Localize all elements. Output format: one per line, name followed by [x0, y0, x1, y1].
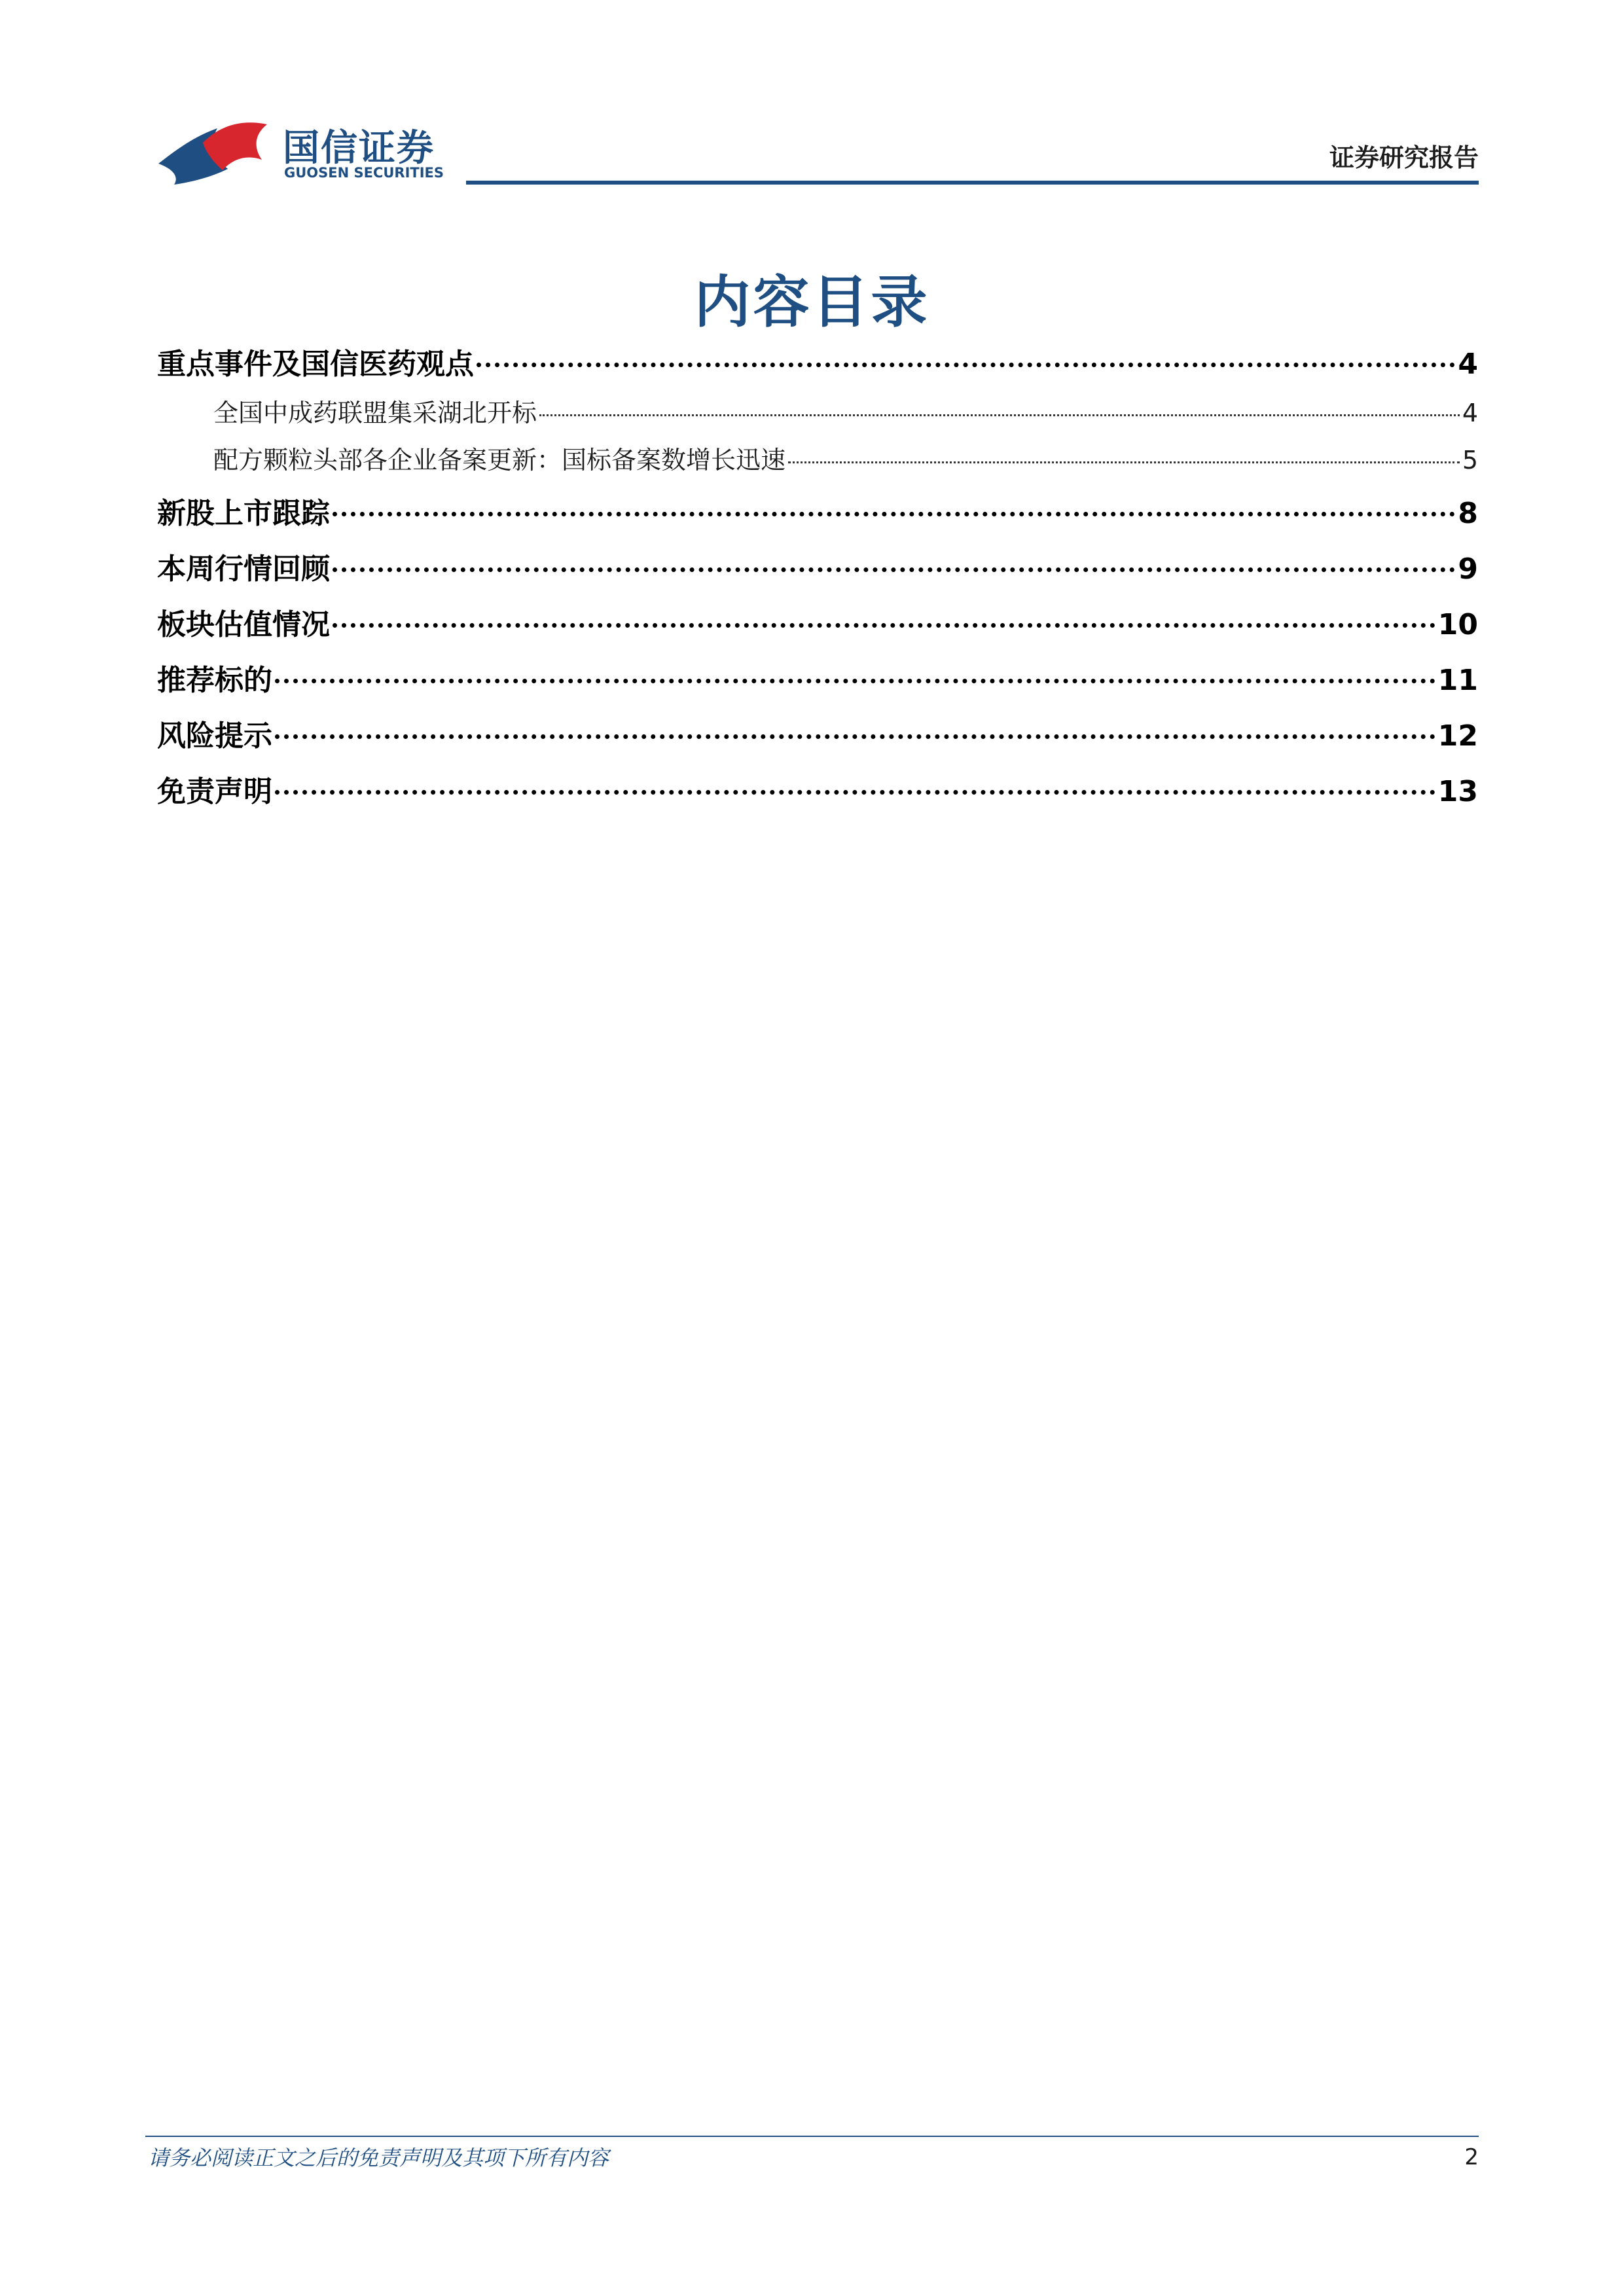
- footer-divider: [145, 2136, 1479, 2137]
- toc-entry-text: 推荐标的: [157, 664, 272, 697]
- toc-entry-text: 全国中成药联盟集采湖北开标: [213, 399, 537, 427]
- toc-entry[interactable]: [157, 545, 1478, 584]
- toc-entry[interactable]: [157, 768, 1478, 807]
- toc-entry[interactable]: [157, 490, 1478, 529]
- toc-leader-dots: [275, 734, 1435, 739]
- toc-leader-dots: [333, 512, 1455, 516]
- toc-entry-page: 12: [1437, 719, 1478, 753]
- guosen-logo: [157, 111, 465, 190]
- toc-entry[interactable]: [157, 656, 1478, 696]
- toc-entry[interactable]: [157, 712, 1478, 751]
- toc-leader-dots: [333, 567, 1455, 572]
- toc-entry-text: 重点事件及国信医药观点: [157, 348, 474, 381]
- footer-disclaimer-note: 请务必阅读正文之后的免责声明及其项下所有内容: [148, 2145, 609, 2170]
- toc-entry-text: 本周行情回顾: [157, 552, 330, 586]
- logo-text-cn: 国信证券: [283, 127, 435, 170]
- toc-entry-page: 9: [1458, 552, 1478, 586]
- toc-entry-text: 板块估值情况: [157, 608, 330, 641]
- toc-entry-page: 4: [1458, 348, 1478, 381]
- guosen-logo-icon: [157, 117, 275, 186]
- toc-entry-page: 4: [1462, 399, 1478, 427]
- toc-entry-page: 10: [1437, 608, 1478, 641]
- toc-entry[interactable]: [157, 340, 1478, 380]
- toc-subentry[interactable]: [157, 393, 1478, 427]
- toc-entry-page: 8: [1458, 497, 1478, 530]
- toc-leader-dots: [788, 461, 1460, 463]
- toc-entry-text: 免责声明: [157, 775, 272, 808]
- toc-entry-text: 风险提示: [157, 719, 272, 753]
- toc-leader-dots: [275, 790, 1435, 795]
- toc-leader-dots: [333, 623, 1435, 628]
- toc-entry-text: 配方颗粒头部各企业备案更新：国标备案数增长迅速: [213, 446, 786, 475]
- toc-entry-page: 11: [1437, 664, 1478, 697]
- logo-text-en: GUOSEN SECURITIES: [284, 165, 444, 181]
- toc-leader-dots: [477, 363, 1455, 367]
- toc-leader-dots: [539, 414, 1460, 416]
- header-divider: [466, 181, 1479, 185]
- toc-entry-text: 新股上市跟踪: [157, 497, 330, 530]
- toc-title: 内容目录: [694, 270, 930, 335]
- toc-leader-dots: [275, 679, 1435, 683]
- page-number: 2: [1464, 2144, 1479, 2170]
- toc-entry[interactable]: [157, 601, 1478, 640]
- page-header: [0, 0, 1624, 196]
- toc-entry-page: 5: [1462, 446, 1478, 475]
- report-type-label: 证券研究报告: [1329, 143, 1479, 172]
- toc-subentry[interactable]: [157, 440, 1478, 474]
- toc-entry-page: 13: [1437, 775, 1478, 808]
